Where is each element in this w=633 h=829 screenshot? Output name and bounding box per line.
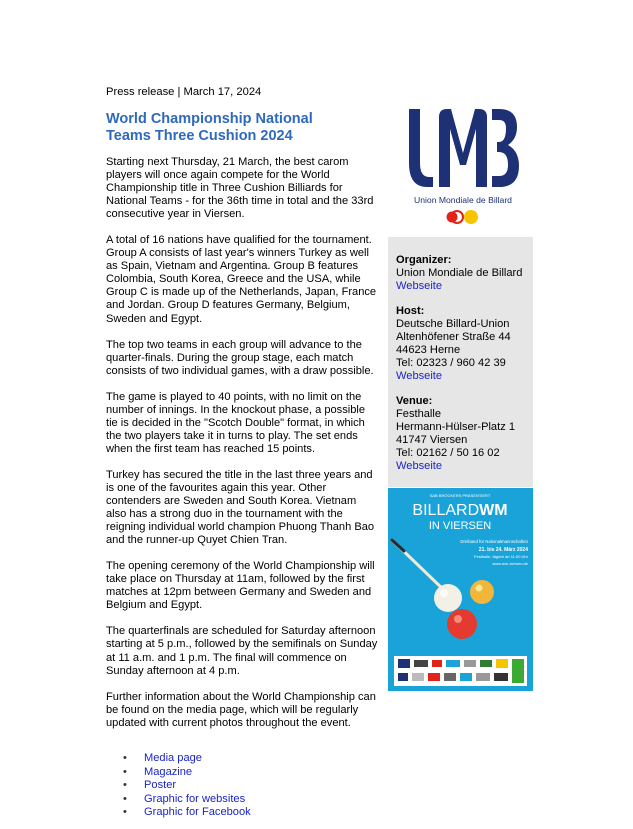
bullet-icon: • (123, 806, 127, 818)
article-paragraph: The opening ceremony of the World Championship will take place on Thursday at 11am, followed by the first matches at 12pm between Germany and Sweden and Belgium and Egypt. (106, 560, 375, 612)
venue-street: Hermann-Hülser-Platz 1 (396, 420, 515, 433)
list-item (123, 752, 251, 766)
list-item (123, 793, 251, 807)
article-paragraph: Further information about the World Championship can be found on the media page, which will be regularly updated with current photos throughout the event. (106, 690, 376, 729)
magazine-link[interactable]: Magazine (144, 765, 193, 778)
media-page-link[interactable]: Media page (144, 752, 202, 764)
host-name: Deutsche Billard-Union (396, 317, 510, 330)
host-city: 44623 Herne (396, 343, 461, 356)
host-website-link[interactable]: Webseite (396, 369, 443, 382)
graphic-facebook-link[interactable]: Graphic for Facebook (144, 806, 251, 818)
umb-logo (403, 103, 523, 228)
article-paragraph: Starting next Thursday, 21 March, the best carom players will once again compete for the World Championship title in Three Cushion Billiards for National Teams - for the 36th time in total and the 33rd consecutive year in Viersen. (106, 156, 374, 221)
yellow-ball-icon (464, 210, 478, 224)
venue-label: Venue: (396, 395, 433, 407)
list-item (123, 779, 251, 793)
event-poster[interactable] (388, 488, 533, 691)
press-dateline: Press release | March 17, 2024 (106, 86, 262, 98)
poster-brand-light: BILLARD (412, 502, 480, 519)
host-phone: Tel: 02323 / 960 42 39 (396, 356, 506, 369)
venue-block (396, 395, 515, 472)
article-paragraph: Turkey has secured the title in the last three years and is one of the favourites again this year. Other contenders are Sweden and South Korea. Vietnam also has a strong duo in the tournament with the reigning individual world champion Phuong Thanh Bao and the runner-up Quyet Chien Tran. (106, 468, 375, 547)
poster-dates: 21. bis 24. März 2024 (478, 547, 528, 553)
logo-org-name: Union Mondiale de Billard (414, 195, 512, 205)
event-info-box (388, 237, 533, 487)
svg-text:BILLARDWM (412, 502, 507, 519)
venue-city: 41747 Viersen (396, 433, 468, 446)
umb-logo-graphic (403, 103, 523, 228)
article-paragraph: The quarterfinals are scheduled for Saturday afternoon starting at 5 p.m., followed by the semifinals on Sunday at 11 a.m. and 1 p.m. The final will commence on Sunday afternoon at 4 p.m. (106, 625, 378, 677)
poster-kicker: SAB BRÖCKERS PRÄSENTIERT (429, 493, 491, 498)
list-item (123, 806, 251, 820)
organizer-label: Organizer: (396, 254, 452, 266)
headline-title: World Championship National Teams Three Cushion 2024 (106, 111, 313, 144)
host-label: Host: (396, 305, 425, 317)
poster-subtitle: Dreiband für Nationalmannschaften (460, 539, 528, 544)
bullet-icon: • (123, 752, 127, 764)
poster-venue-line: Festhalle, täglich ab 11:00 Uhr (474, 554, 528, 559)
bullet-icon: • (123, 765, 127, 778)
organizer-block (396, 254, 522, 293)
red-billiard-ball-icon (447, 609, 477, 639)
bullet-icon: • (123, 792, 127, 805)
host-block (396, 305, 511, 382)
list-item (123, 766, 251, 780)
article-paragraph: A total of 16 nations have qualified for the tournament. Group A consists of last year's winners Turkey as well as Spain, Vietnam and Argentina. Group B features Colombia, South Korea, Greece and the USA, while Group C is made up of the Netherlands, Japan, France and Jordan. Group D features Germany, Belgium, Sweden and Egypt. (106, 234, 377, 325)
article-body (106, 156, 378, 743)
host-street: Altenhöfener Straße 44 (396, 330, 511, 343)
poster-link[interactable]: Poster (144, 779, 177, 791)
resource-links-list (123, 752, 251, 820)
poster-brand-bold: WM (479, 502, 508, 519)
bullet-icon: • (123, 779, 127, 791)
yellow-billiard-ball-icon (470, 580, 494, 604)
organizer-name: Union Mondiale de Billard (396, 266, 523, 279)
poster-graphic (388, 488, 533, 691)
article-paragraph: The top two teams in each group will advance to the quarter-finals. During the group stage, each match consists of two individual games, with a draw possible. (106, 338, 374, 377)
poster-city: IN VIERSEN (428, 520, 492, 532)
venue-name: Festhalle (396, 407, 442, 420)
organizer-website-link[interactable]: Webseite (396, 279, 443, 292)
poster-url: www.wm-viersen.de (492, 561, 528, 566)
white-ball-icon (434, 584, 462, 612)
article-paragraph: The game is played to 40 points, with no limit on the number of innings. In the knockout phase, a possible tie is decided in the "Scotch Double" format, in which the two players take it in turns to play. The set ends when the first team has reached 15 points. (106, 390, 366, 455)
venue-phone: Tel: 02162 / 50 16 02 (396, 446, 500, 459)
graphic-websites-link[interactable]: Graphic for websites (144, 792, 246, 805)
venue-website-link[interactable]: Webseite (396, 459, 443, 472)
